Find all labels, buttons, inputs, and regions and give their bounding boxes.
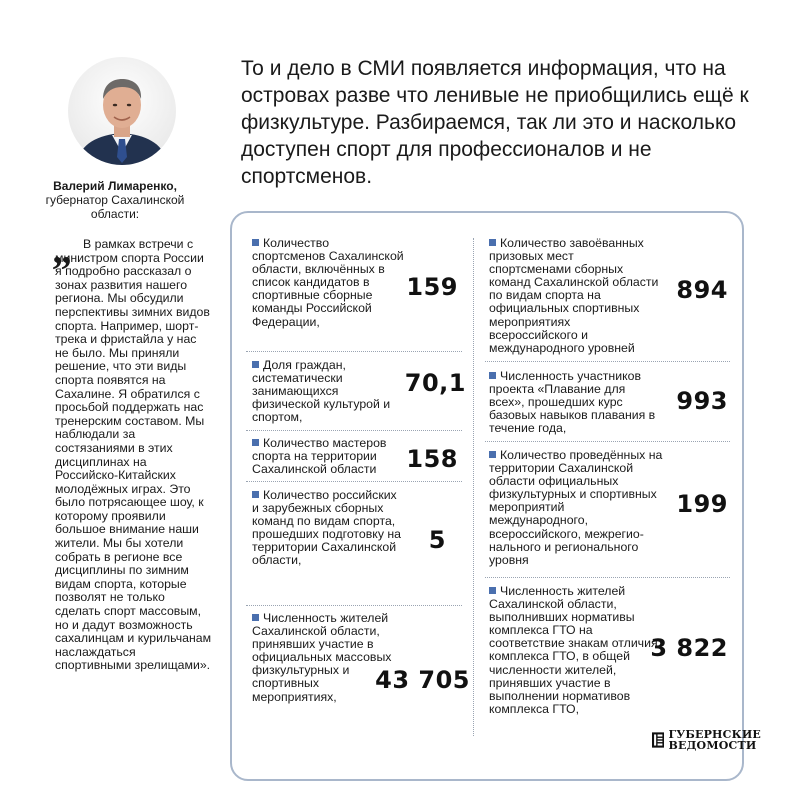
bullet-icon bbox=[252, 239, 259, 246]
stat-item-value: 43 705 bbox=[375, 666, 470, 694]
author-name: Валерий Лимаренко, bbox=[53, 179, 177, 193]
separator bbox=[485, 361, 730, 362]
stat-item-value: 70,1 bbox=[404, 369, 466, 397]
separator bbox=[246, 605, 462, 606]
bullet-icon bbox=[252, 491, 259, 498]
stat-item-value: 993 bbox=[676, 387, 728, 415]
author-role: губернатор Сахалинской области: bbox=[45, 193, 185, 221]
bullet-icon bbox=[489, 239, 496, 246]
stat-item-value: 894 bbox=[676, 276, 728, 304]
bullet-icon bbox=[489, 587, 496, 594]
stat-item-text: Количество мастеров спорта на территории Сахалинской области bbox=[252, 436, 387, 477]
stat-item-text: Количество российских и зарубежных сборных команд по видам спорта, прошедших подготовку на территории Сахалинской области, bbox=[252, 488, 402, 568]
separator bbox=[485, 577, 730, 578]
stat-item-value: 199 bbox=[676, 490, 728, 518]
stat-item-value: 5 bbox=[428, 526, 446, 554]
stat-item-text: Количество спортсменов Сахалинской области, включённых в список кандидатов в спортивные сборные команды Российской Федерации, bbox=[252, 236, 404, 329]
stat-item-text: Численность участников проекта «Плавание для всех», прошедших курс базовых навыков плавания в течение года, bbox=[489, 369, 656, 436]
bullet-icon bbox=[489, 451, 496, 458]
author-caption bbox=[20, 179, 210, 221]
separator bbox=[246, 481, 462, 482]
quote-text: В рамках встречи с министром спорта России я подробно рассказал о зонах развития нашего региона. Мы обсудили перспективы зимних видов спорта. Например, шорт-трека и фристайла у нас не было. Мы приняли решение, что эти виды спорта появятся на Сахалине. Я обратился с просьбой поддержать нас тренерским составом. Мы наблюдали за состязаниями в этих дисциплинах на Российско-Китайских молодёжных играх. Это было потрясающее шоу, к которому проявили большое внимание наши жители. Мы бы хотели собрать в регионе все дисциплины по зимним видам спорта, которые позволят не только сделать спорт массовым, но и дадут возможность сахалинцам и курильчанам наслаждаться спортивными зрелищами». bbox=[55, 237, 212, 673]
stat-item-text: Численность жителей Сахалинской области, выполнивших нормативы комплекса ГТО на соответствие знакам отличия комплекса ГТО, в общей численности жителей, принявших участие в выполнении нормативов комплекса ГТО, bbox=[489, 584, 658, 716]
publisher-logo bbox=[646, 722, 761, 758]
bullet-icon bbox=[489, 372, 496, 379]
portrait-photo bbox=[68, 57, 176, 165]
stat-item-value: 159 bbox=[406, 273, 458, 301]
stat-item-text: Количество проведённых на территории Сахалинской области официальных физкультурных и спортивных мероприятий международного, всероссийского, межрегио-нального и регионального уровня bbox=[489, 448, 663, 567]
logo-line-2: ВЕДОМОСТИ bbox=[668, 739, 757, 752]
stat-item-text: Численность жителей Сахалинской области, принявших участие в официальных массовых физкультурных и спортивных мероприятиях, bbox=[252, 611, 392, 704]
stat-item-text: Доля граждан, систематически занимающихся физической культурой и спортом, bbox=[252, 358, 391, 425]
bullet-icon bbox=[252, 614, 259, 621]
quote-block bbox=[55, 238, 212, 673]
separator bbox=[246, 430, 462, 431]
stat-item-text: Количество завоёванных призовых мест спортсменами сборных команд Сахалинской области по видам спорта на официальных спортивных мероприятиях всероссийского и международного уровней bbox=[489, 236, 659, 355]
separator bbox=[246, 351, 462, 352]
bullet-icon bbox=[252, 361, 259, 368]
bullet-icon bbox=[252, 439, 259, 446]
stat-item-value: 3 822 bbox=[650, 634, 728, 662]
column-divider bbox=[473, 238, 474, 736]
logo-line-1: ГУБЕРНСКИЕ bbox=[668, 728, 761, 741]
quote-mark-icon: „ bbox=[52, 227, 69, 272]
stat-item-value: 158 bbox=[406, 445, 458, 473]
newspaper-logo-icon bbox=[652, 729, 664, 751]
separator bbox=[485, 441, 730, 442]
lead-paragraph: То и дело в СМИ появляется информация, что на островах разве что ленивые не приобщились ещё к физкультуре. Разбираемся, так ли это и насколько доступен спорт для профессионалов и не спортсменов. bbox=[241, 57, 749, 188]
avatar bbox=[68, 57, 176, 165]
